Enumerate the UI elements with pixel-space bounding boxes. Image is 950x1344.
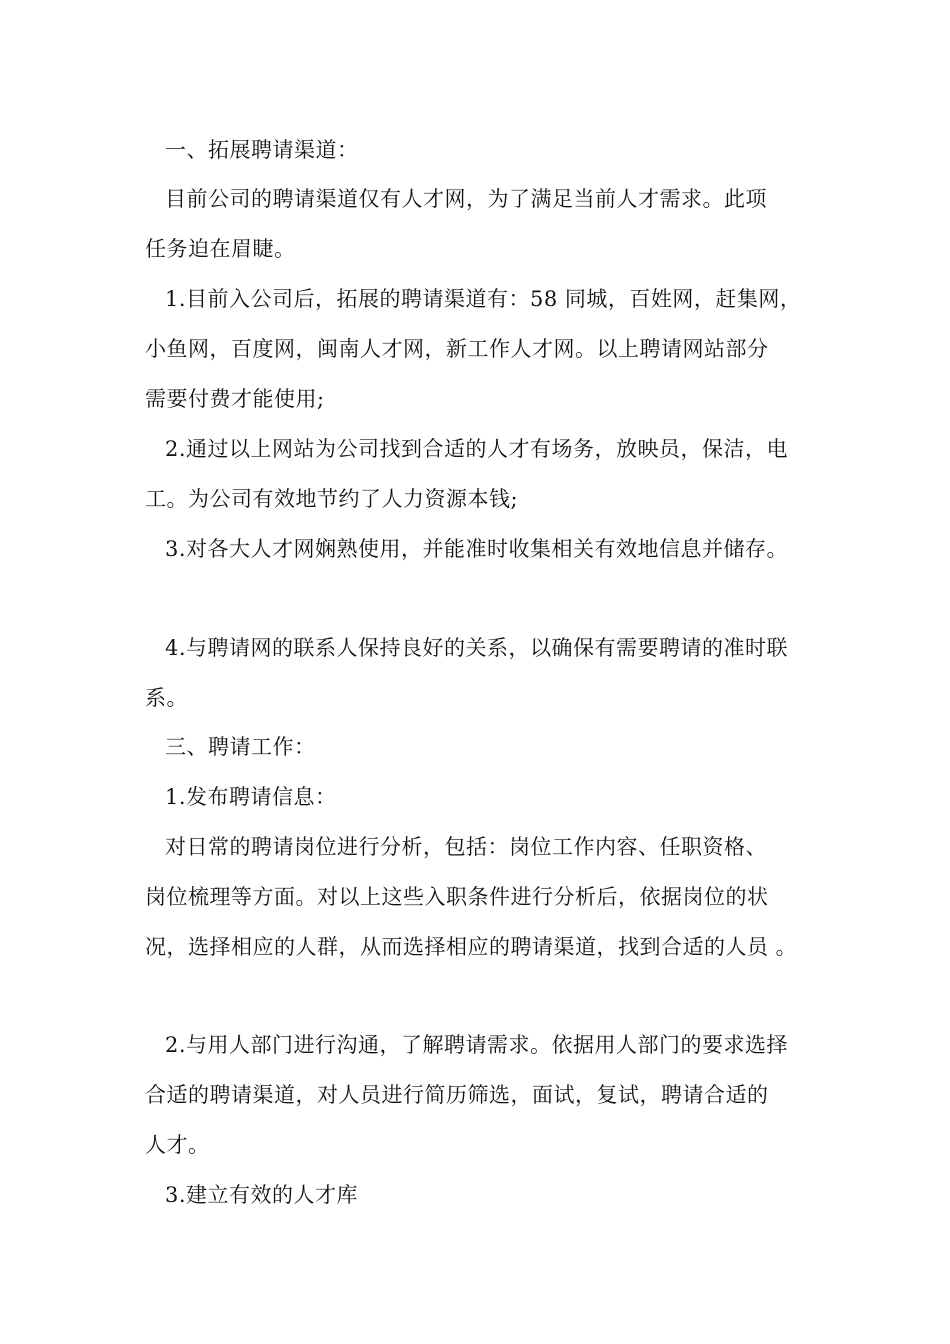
list-item-line: 1.目前入公司后，拓展的聘请渠道有：58 同城，百姓网，赶集网， bbox=[165, 287, 802, 311]
paragraph-line: 对日常的聘请岗位进行分析，包括：岗位工作内容、任职资格、 bbox=[165, 835, 767, 859]
paragraph-line: 系。 bbox=[145, 686, 188, 710]
section-heading: 三、聘请工作： bbox=[165, 735, 316, 759]
list-item-line: 3.建立有效的人才库 bbox=[165, 1183, 359, 1207]
list-item-line: 1.发布聘请信息： bbox=[165, 785, 337, 809]
list-item-line: 2.通过以上网站为公司找到合适的人才有场务，放映员，保洁，电 bbox=[165, 437, 789, 461]
paragraph-line: 岗位梳理等方面。对以上这些入职条件进行分析后，依据岗位的状 bbox=[145, 885, 769, 909]
list-item-line: 4.与聘请网的联系人保持良好的关系，以确保有需要聘请的准时联 bbox=[165, 636, 789, 660]
paragraph-line: 需要付费才能使用; bbox=[145, 387, 325, 411]
paragraph-line: 况，选择相应的人群，从而选择相应的聘请渠道，找到合适的人员 。 bbox=[145, 935, 798, 959]
paragraph-line: 任务迫在眉睫。 bbox=[145, 237, 296, 261]
paragraph-line: 合适的聘请渠道，对人员进行简历筛选，面试，复试，聘请合适的 bbox=[145, 1083, 769, 1107]
paragraph-line: 人才。 bbox=[145, 1133, 210, 1157]
paragraph-line: 目前公司的聘请渠道仅有人才网，为了满足当前人才需求。此项 bbox=[165, 187, 767, 211]
paragraph-line: 工。为公司有效地节约了人力资源本钱; bbox=[145, 487, 519, 511]
list-item-line: 2.与用人部门进行沟通，了解聘请需求。依据用人部门的要求选择 bbox=[165, 1033, 789, 1057]
section-heading: 一、拓展聘请渠道： bbox=[165, 138, 359, 162]
paragraph-line: 小鱼网，百度网，闽南人才网，新工作人才网。以上聘请网站部分 bbox=[145, 337, 769, 361]
list-item-line: 3.对各大人才网娴熟使用，并能准时收集相关有效地信息并储存。 bbox=[165, 537, 789, 561]
